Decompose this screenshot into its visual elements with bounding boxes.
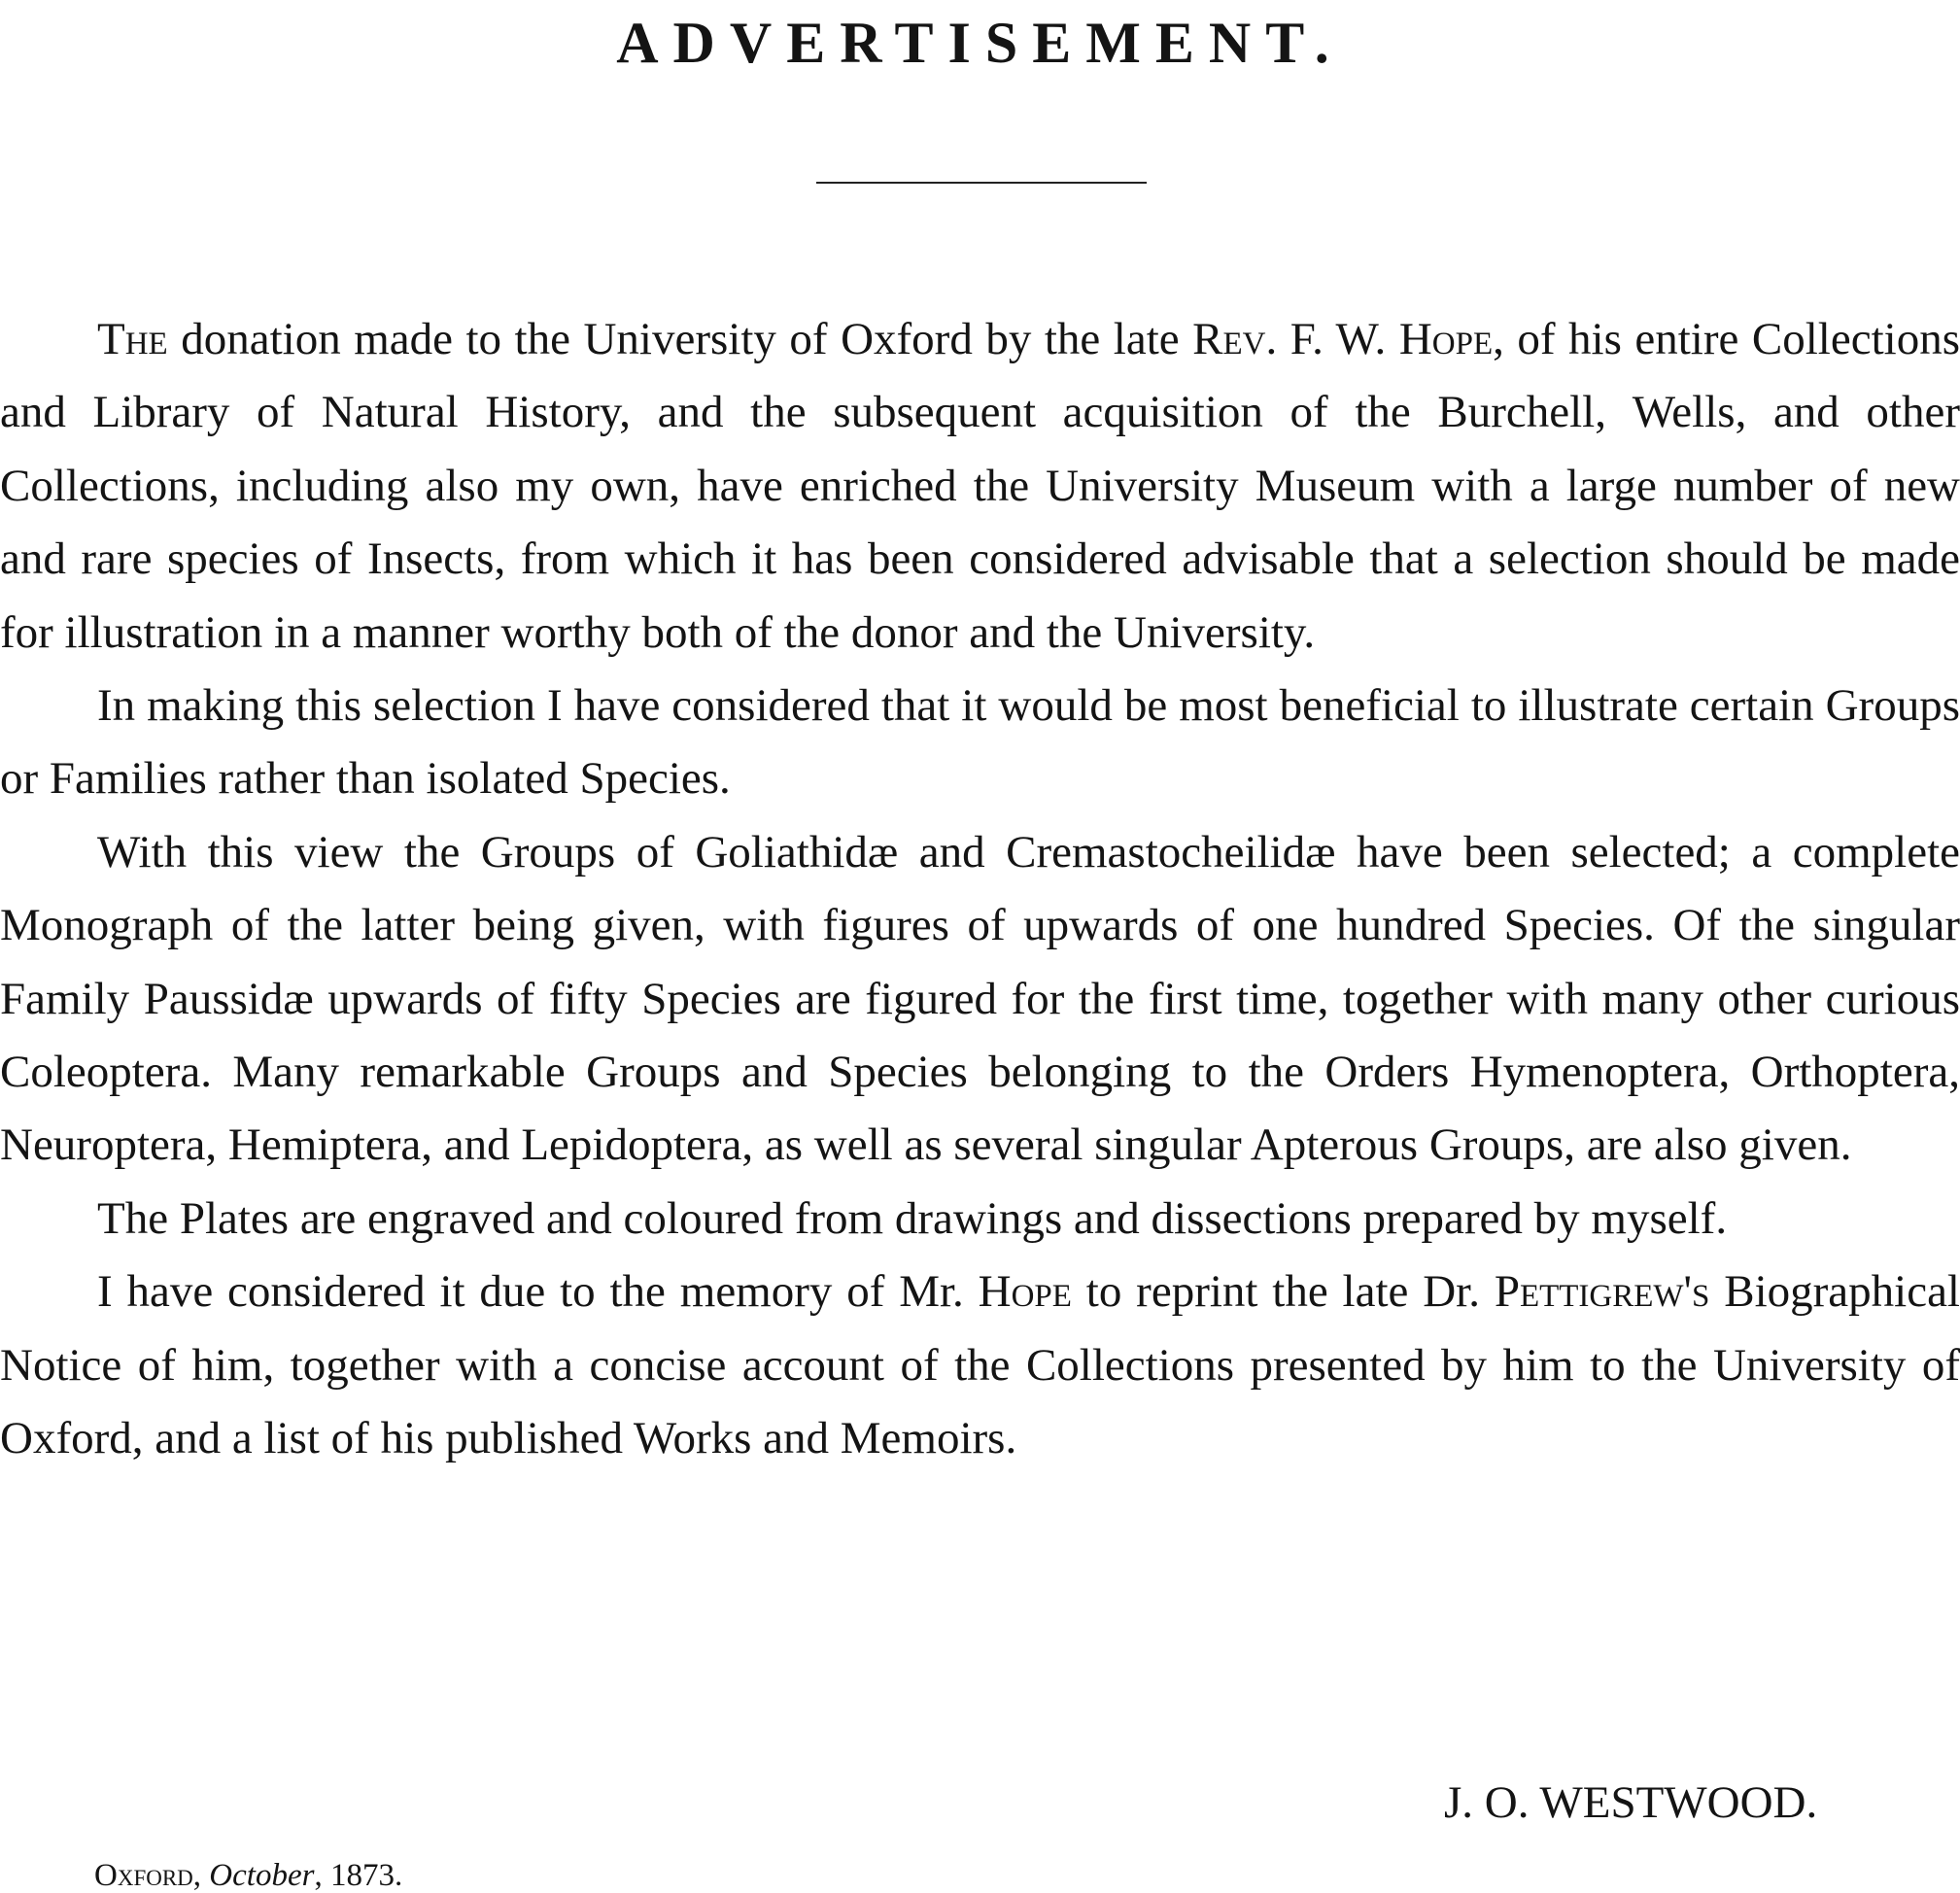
pettigrew-name: Pettigrew's: [1494, 1266, 1710, 1318]
paragraph-text: donation made to the University of Oxford by the late: [167, 314, 1193, 364]
paragraph-plates: The Plates are engraved and coloured from drawings and dissections prepared by myself.: [97, 1192, 1728, 1244]
paragraph-memorial: [0, 1256, 1960, 1475]
dateline-separator: ,: [314, 1858, 330, 1893]
dateline-separator: ,: [192, 1858, 210, 1893]
paragraph-text: I have considered it due to the memory of Mr.: [97, 1266, 979, 1318]
paragraph-text: Biographical Notice of him, together with a concise account of the Collections presented by him to the University of Oxford, and a list of his published Works and Memoirs.: [0, 1266, 1960, 1464]
paragraph-text: to reprint the late Dr.: [1071, 1266, 1495, 1318]
paragraph-groups: With this view the Groups of Goliathidæ and Cremastocheilidæ have been selected; a complete Monograph of the latter being given, with figures of upwards of one hundred Species. Of the singular Family Paussidæ upwards of fifty Species are figured for the first time, together with many other curious Coleoptera. Many remarkable Groups and Species belonging to the Orders Hymenoptera, Orthoptera, Neuroptera, Hemiptera, and Lepidoptera, as well as several singular Apterous Groups, are also given.: [0, 826, 1960, 1171]
dateline: [94, 1858, 402, 1893]
dateline-month: October: [209, 1858, 315, 1893]
title-divider: [816, 182, 1147, 184]
paragraph-lead-word: The: [97, 314, 168, 364]
donor-name: Rev. F. W. Hope: [1192, 314, 1494, 364]
paragraph-donation: [0, 303, 1960, 670]
advertisement-body: [0, 303, 1960, 1476]
dateline-year: 1873.: [329, 1858, 403, 1893]
paragraph-selection: In making this selection I have considered that it would be most beneficial to illustrate certain Groups or Families rather than isolated Species.: [0, 680, 1960, 805]
dateline-city: Oxford: [94, 1858, 193, 1893]
hope-name: Hope: [978, 1266, 1072, 1318]
author-signature: J. O. WESTWOOD.: [1444, 1777, 1818, 1828]
paragraph-text: , of his entire Collections and Library of Natural History, and the subsequent acquisition of the Burchell, Wells, and other Collections, including also my own, have enriched the University Museum with a large number of new and rare species of Insects, from which it has been considered advisable that a selection should be made for illustration in a manner worthy both of the donor and the University.: [0, 314, 1960, 658]
page-title: ADVERTISEMENT.: [616, 11, 1344, 75]
